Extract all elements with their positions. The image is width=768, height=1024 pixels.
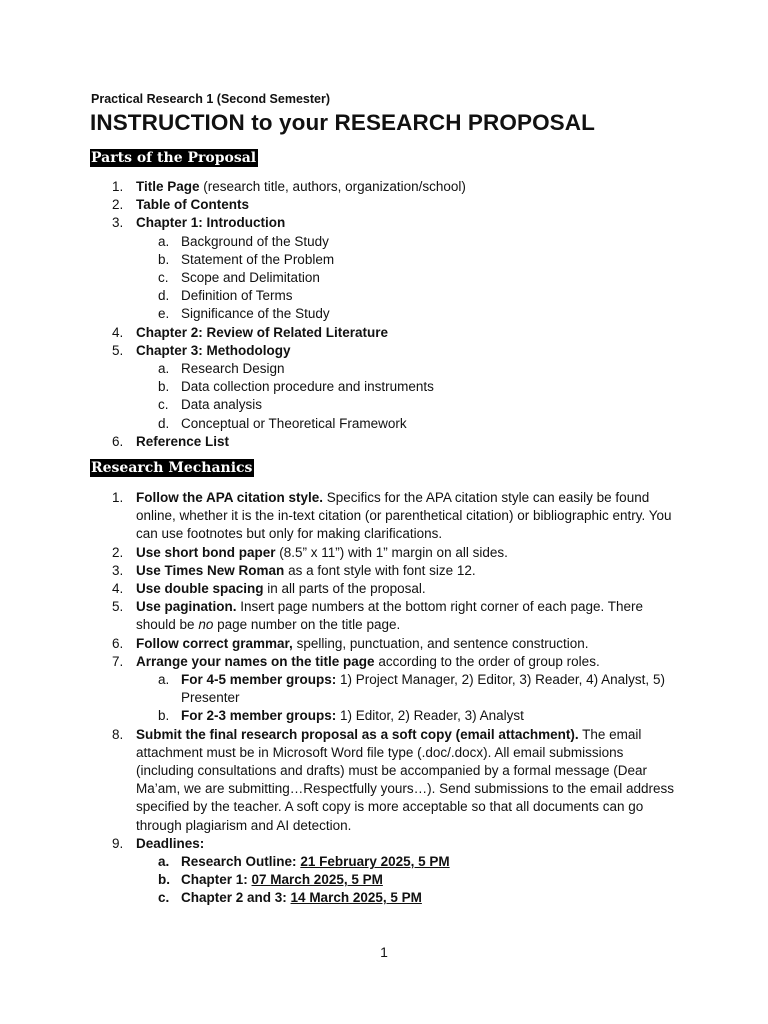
list-item: [0, 835, 768, 853]
document-title: INSTRUCTION to your RESEARCH PROPOSAL: [90, 110, 595, 135]
item-number: 3.: [112, 562, 124, 578]
item-number: 3.: [112, 215, 124, 231]
sub-letter: b.: [158, 251, 170, 267]
course-subtitle: Practical Research 1 (Second Semester): [91, 92, 331, 106]
sub-item: [0, 360, 768, 378]
list-item: [0, 598, 768, 634]
item-label: Title Page: [136, 179, 200, 194]
item-number: 5.: [112, 599, 124, 615]
list-item: [0, 562, 768, 580]
sub-letter: e.: [158, 306, 170, 322]
sub-item: [0, 671, 768, 707]
sub-item: [0, 707, 768, 725]
item-text: spelling, punctuation, and sentence construction.: [292, 635, 589, 651]
deadline-item: [0, 889, 768, 907]
deadline-date: 21 February 2025, 5 PM: [300, 854, 450, 870]
item-text: page number on the title page.: [213, 617, 401, 633]
item-label: Reference List: [136, 433, 230, 449]
sub-text: Statement of the Problem: [181, 251, 335, 267]
item-number: 1.: [112, 490, 124, 505]
item-number: 6.: [112, 635, 124, 651]
sub-letter: a.: [158, 361, 170, 377]
mechanics-list: [0, 489, 768, 908]
deadline-date: 07 March 2025, 5 PM: [251, 872, 383, 888]
item-text: (research title, authors, organization/school): [199, 179, 466, 194]
item-label: Use double spacing: [136, 581, 264, 597]
item-label: Follow the APA citation style.: [136, 490, 324, 505]
sub-text: 1) Editor, 2) Reader, 3) Analyst: [336, 708, 524, 724]
item-number: 8.: [112, 726, 124, 742]
sub-text: Background of the Study: [181, 233, 329, 249]
sub-text: Data analysis: [181, 397, 263, 413]
list-item: [0, 726, 768, 835]
item-label: Use Times New Roman: [136, 562, 285, 578]
sub-letter: d.: [158, 288, 170, 304]
list-item: [0, 635, 768, 653]
item-number: 1.: [112, 179, 124, 194]
sub-letter: c.: [158, 890, 170, 906]
sub-text: Definition of Terms: [181, 288, 293, 304]
item-number: 5.: [112, 342, 124, 358]
sub-item: [0, 233, 768, 251]
sub-label: For 4-5 member groups:: [181, 672, 337, 688]
list-item: [0, 196, 768, 214]
sub-letter: a.: [158, 233, 170, 249]
sub-letter: a.: [158, 672, 170, 688]
page-number: 1: [380, 944, 388, 960]
deadline-label: Chapter 2 and 3:: [181, 890, 287, 906]
parts-heading: Parts of the Proposal: [91, 150, 257, 166]
item-number: 4.: [112, 581, 124, 597]
list-item: [0, 489, 768, 544]
item-number: 9.: [112, 835, 124, 851]
item-emphasis: no: [198, 617, 214, 633]
mechanics-heading: Research Mechanics: [91, 460, 253, 476]
list-item: [0, 653, 768, 671]
item-label: Submit the final research proposal as a soft copy (email attachment).: [136, 726, 579, 742]
item-text: according to the order of group roles.: [374, 653, 600, 669]
sub-letter: b.: [158, 379, 170, 395]
deadline-date: 14 March 2025, 5 PM: [290, 890, 422, 906]
sub-item: [0, 269, 768, 287]
sub-item: [0, 251, 768, 269]
list-item: [0, 342, 768, 360]
list-item: [0, 324, 768, 342]
item-text: The email attachment must be in Microsoft Word file type (.doc/.docx). All email submissions (including consultations and drafts) must be accompanied by a formal message (Dear Ma’am, we are submitting…Respectfully yours…). Send submissions to the email address specified by the teacher. A soft copy is more acceptable so that all documents can go through plagiarism and AI detection.: [136, 726, 674, 833]
sub-text: Conceptual or Theoretical Framework: [181, 415, 407, 431]
sub-letter: b.: [158, 708, 170, 724]
sub-item: [0, 305, 768, 323]
list-item: [0, 580, 768, 598]
item-number: 2.: [112, 544, 124, 560]
item-label: Table of Contents: [136, 197, 249, 213]
sub-text: Significance of the Study: [181, 306, 330, 322]
sub-letter: c.: [158, 397, 169, 413]
list-item: [0, 433, 768, 451]
item-number: 6.: [112, 433, 124, 449]
sub-text: Research Design: [181, 361, 285, 377]
sub-item: [0, 415, 768, 433]
deadline-item: [0, 853, 768, 871]
item-text: Specifics for the APA citation style can easily be found online, whether it is the in-text citation (or parenthetical citation) or bibliographic entry. You can use footnotes but only for making clarifications.: [136, 490, 672, 542]
item-label: Chapter 3: Methodology: [136, 342, 291, 358]
item-number: 7.: [112, 653, 124, 669]
sub-letter: b.: [158, 872, 170, 888]
item-label: Use short bond paper: [136, 544, 276, 560]
sub-text: Data collection procedure and instruments: [181, 379, 434, 395]
sub-letter: a.: [158, 854, 170, 870]
sub-label: For 2-3 member groups:: [181, 708, 337, 724]
sub-text: Scope and Delimitation: [181, 270, 320, 286]
item-number: 2.: [112, 197, 124, 213]
sub-item: [0, 287, 768, 305]
item-label: Follow correct grammar,: [136, 635, 293, 651]
sub-item: [0, 378, 768, 396]
parts-list: [0, 178, 768, 451]
sub-item: [0, 396, 768, 414]
item-text: as a font style with font size 12.: [284, 562, 476, 578]
item-text: Insert page numbers at the bottom right corner of each page. There should be: [136, 599, 644, 633]
deadline-label: Chapter 1:: [181, 872, 248, 888]
item-text: (8.5” x 11”) with 1” margin on all sides.: [275, 544, 508, 560]
list-item: [0, 544, 768, 562]
sub-text: 1) Project Manager, 2) Editor, 3) Reader, 4) Analyst, 5) Presenter: [181, 672, 665, 706]
sub-letter: c.: [158, 270, 169, 286]
item-label: Deadlines:: [136, 835, 205, 851]
list-item: [0, 214, 768, 232]
sub-letter: d.: [158, 415, 170, 431]
deadline-label: Research Outline:: [181, 854, 297, 870]
deadline-item: [0, 871, 768, 889]
item-text: in all parts of the proposal.: [263, 581, 426, 597]
item-label: Chapter 1: Introduction: [136, 215, 286, 231]
list-item: [0, 178, 768, 196]
item-label: Arrange your names on the title page: [136, 653, 375, 669]
item-label: Use pagination.: [136, 599, 237, 615]
item-number: 4.: [112, 324, 124, 340]
item-label: Chapter 2: Review of Related Literature: [136, 324, 389, 340]
